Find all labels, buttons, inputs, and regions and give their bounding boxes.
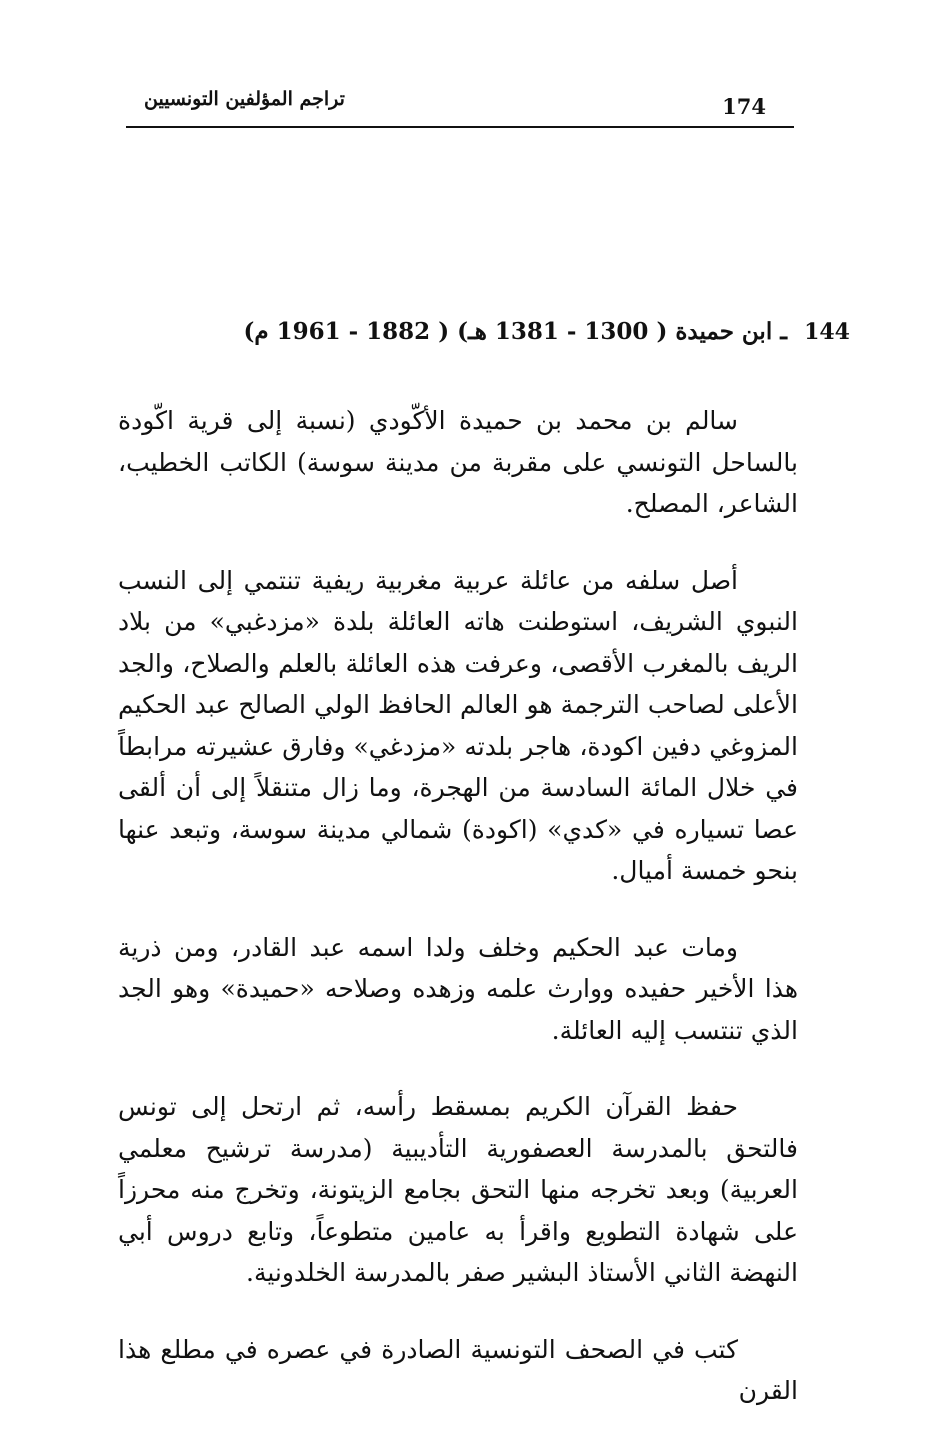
running-header [126,88,794,128]
paragraph: ومات عبد الحكيم وخلف ولدا اسمه عبد القادر، ومن ذرية هذا الأخير حفيده ووارث علمه وزهده وصلاحه «حميدة» وهو الجد الذي تنتسب إليه العائلة. [118,932,798,1045]
entry-number: 144 [804,319,850,345]
entry-heading [243,318,850,358]
paragraph: سالم بن محمد بن حميدة الأكّودي (نسبة إلى قرية اكّودة بالساحل التونسي على مقربة من مدينة سوسة) الكاتب الخطيب، الشاعر، المصلح. [118,406,798,518]
running-title: تراجم المؤلفين التونسيين [144,88,345,110]
entry-title: ـ ابن حميدة ( 1300 - 1381 هـ) ( 1882 - 1961 م) [243,318,787,345]
paragraph: أصل سلفه من عائلة عربية مغربية ريفية تنتمي إلى النسب النبوي الشريف، استوطنت هاته العائلة بلدة «مزدغبي» من بلاد الريف بالمغرب الأقصى، وعرفت هذه العائلة بالعلم والصلاح، والجد الأعلى لصاحب الترجمة هو العالم الحافظ الولي الصالح عبد الحكيم المزوغي دفين اكودة، هاجر بلدته «مزدغي» وفارق عشيرته مرابطاً في خلال المائة السادسة من الهجرة، وما زال متنقلاً إلى أن ألقى عصا تسياره في «كدي» (اكودة) شمالي مدينة سوسة، وتبعد عنها بنحو خمسة أميال. [118,565,798,885]
page-number: 174 [722,94,766,119]
body-text [118,400,798,1447]
paragraph: كتب في الصحف التونسية الصادرة في عصره في مطلع هذا القرن [118,1334,798,1405]
paragraph: حفظ القرآن الكريم بمسقط رأسه، ثم ارتحل إلى تونس فالتحق بالمدرسة العصفورية التأديبية (مدرسة ترشيح معلمي العربية) وبعد تخرجه منها التحق بجامع الزيتونة، وتخرج منه محرزاً على شهادة التطويع واقرأ به عامين متطوعاً، وتابع دروس أبي النهضة الثاني الأستاذ البشير صفر بالمدرسة الخلدونية. [118,1092,798,1287]
